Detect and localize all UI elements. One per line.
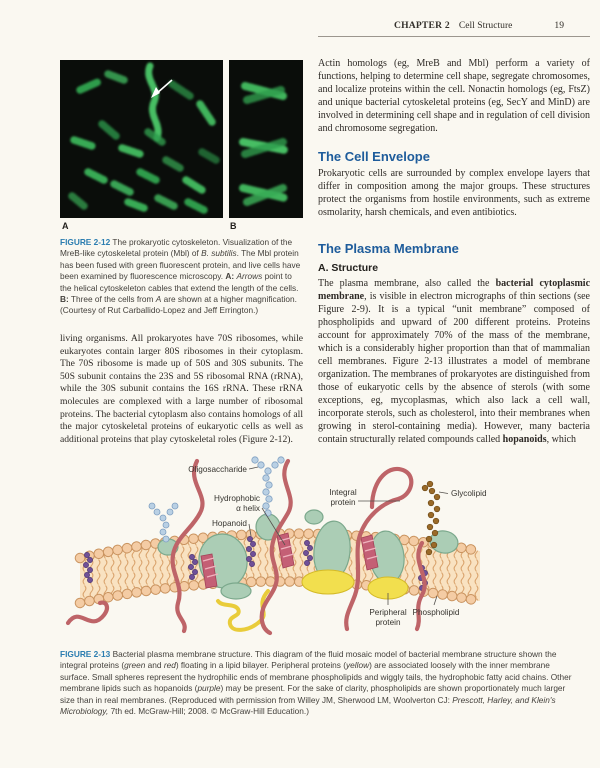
label-hopanoid: Hopanoid bbox=[211, 519, 247, 528]
chapter-label: CHAPTER 2 bbox=[393, 20, 450, 31]
panel-b-label: B bbox=[230, 221, 237, 231]
left-column-paragraph: living organisms. All prokaryotes have 70S ribosomes, while eukaryotes contain larger 80S ribosomes in their cytoplasm. The 70S ribosome is made up of 50S and 30S subunits. The 50S subunit contains the 23S and 5S ribosomal RNA (rRNA), while the 30S subunit contains the 16S rRNA. These rRNA molecules are complexed with a large number of ribosomal proteins. The bacterial cytoplasm also contains homologs of all the major cytoskeletal proteins of eukaryotic cells as well as additional proteins that play cytoskeletal roles (Figure 2-12). bbox=[60, 333, 303, 445]
figure-2-12-caption: FIGURE 2-12 The prokaryotic cytoskeleton. Visualization of the MreB-like cytoskeletal protein (Mbl) of B. subtilis. The Mbl protein has been fused with green fluorescent protein, and live cells have been examined by fluorescence microscopy. A: Arrows point to the helical cytoskeleton cables that extend the length of the cells. B: Three of the cells from A are shown at a higher magnification. (Courtesy of Rut Carballido-Lopez and Jeff Errington.) bbox=[60, 237, 301, 316]
right-paragraph-3: The plasma membrane, also called the bacterial cytoplasmic membrane, is visible in electron micrographs of thin sections (see Figure 2-9). It is a typical “unit membrane” composed of phospholipids and upward of 200 different proteins. Proteins account for approximately 70% of the mass of the membrane, which is a considerably higher proportion than that of mammalian cell membranes. Figure 2-13 illustrates a model of membrane organization. The membranes of prokaryotes are distinguished from those of eukaryotic cells by the absence of sterols (with some exceptions, eg, mycoplasmas, which also lack a cell wall, incorporate sterols, such as cholesterol, into their membranes when growing in sterol-containing media). However, many bacteria contain structurally related compounds called hopanoids, which bbox=[318, 278, 591, 445]
label-hydrophobic-2: α helix bbox=[236, 504, 260, 513]
right-paragraph-2: Prokaryotic cells are surrounded by complex envelope layers that differ in composition among the major groups. These structures protect the organisms from hostile environments, such as extreme osmolarity, harsh chemicals, and even antibiotics. bbox=[318, 168, 590, 218]
right-paragraph-1: Actin homologs (eg, MreB and Mbl) perform a variety of functions, helping to determine cell shape, segregate chromosomes, and localize proteins within the cell. Nonactin homologs (eg, FtsZ) and unique bacterial cytoskeletal proteins (eg, SecY and MinD) are involved in determining cell shape and in regulation of cell division and chromosome segregation. bbox=[318, 58, 590, 134]
panel-a-label: A bbox=[62, 221, 69, 231]
chapter-title: Cell Structure bbox=[458, 20, 513, 31]
page-header bbox=[318, 20, 590, 37]
label-integral-1: Integral bbox=[329, 488, 357, 497]
label-integral-2: protein bbox=[330, 498, 356, 507]
label-peripheral-2: protein bbox=[375, 618, 401, 627]
micrograph-panel-b bbox=[229, 60, 303, 218]
micrograph-panel-a bbox=[60, 60, 223, 218]
label-phospholipid: Phospholipid bbox=[412, 608, 460, 617]
heading-cell-envelope: The Cell Envelope bbox=[318, 149, 430, 164]
page-number: 19 bbox=[554, 20, 564, 31]
label-peripheral-1: Peripheral bbox=[369, 608, 407, 617]
figure-2-13-caption: FIGURE 2-13 Bacterial plasma membrane structure. This diagram of the fluid mosaic model of bacterial membrane structure shown the integral proteins (green and red) floating in a lipid bilayer. Peripheral proteins (yellow) are associated loosely with the inner membrane surface. Small spheres represent the hydrophilic ends of membrane phospholipids and wiggly tails, the hydrophobic fatty acid chains. Other membrane lipids such as hopanoids (purple) may be present. For the sake of clarity, phospholipids are shown proportionately much larger size than in real membranes. (Reproduced with permission from Willey JM, Sherwood LM, Woolverton CJ: Prescott, Harley, and Klein's Microbiology, 7th ed. McGraw-Hill; 2008. © McGraw-Hill Education.) bbox=[60, 649, 572, 717]
label-oligosaccharide: Oligosaccharide bbox=[188, 465, 247, 474]
heading-plasma-membrane: The Plasma Membrane bbox=[318, 241, 459, 256]
subheading-structure: A. Structure bbox=[318, 262, 379, 274]
label-hydrophobic-1: Hydrophobic bbox=[214, 494, 260, 503]
figure-2-13-membrane-diagram bbox=[60, 455, 590, 645]
label-glycolipid: Glycolipid bbox=[451, 489, 487, 498]
figure-2-12-micrographs bbox=[60, 60, 303, 218]
